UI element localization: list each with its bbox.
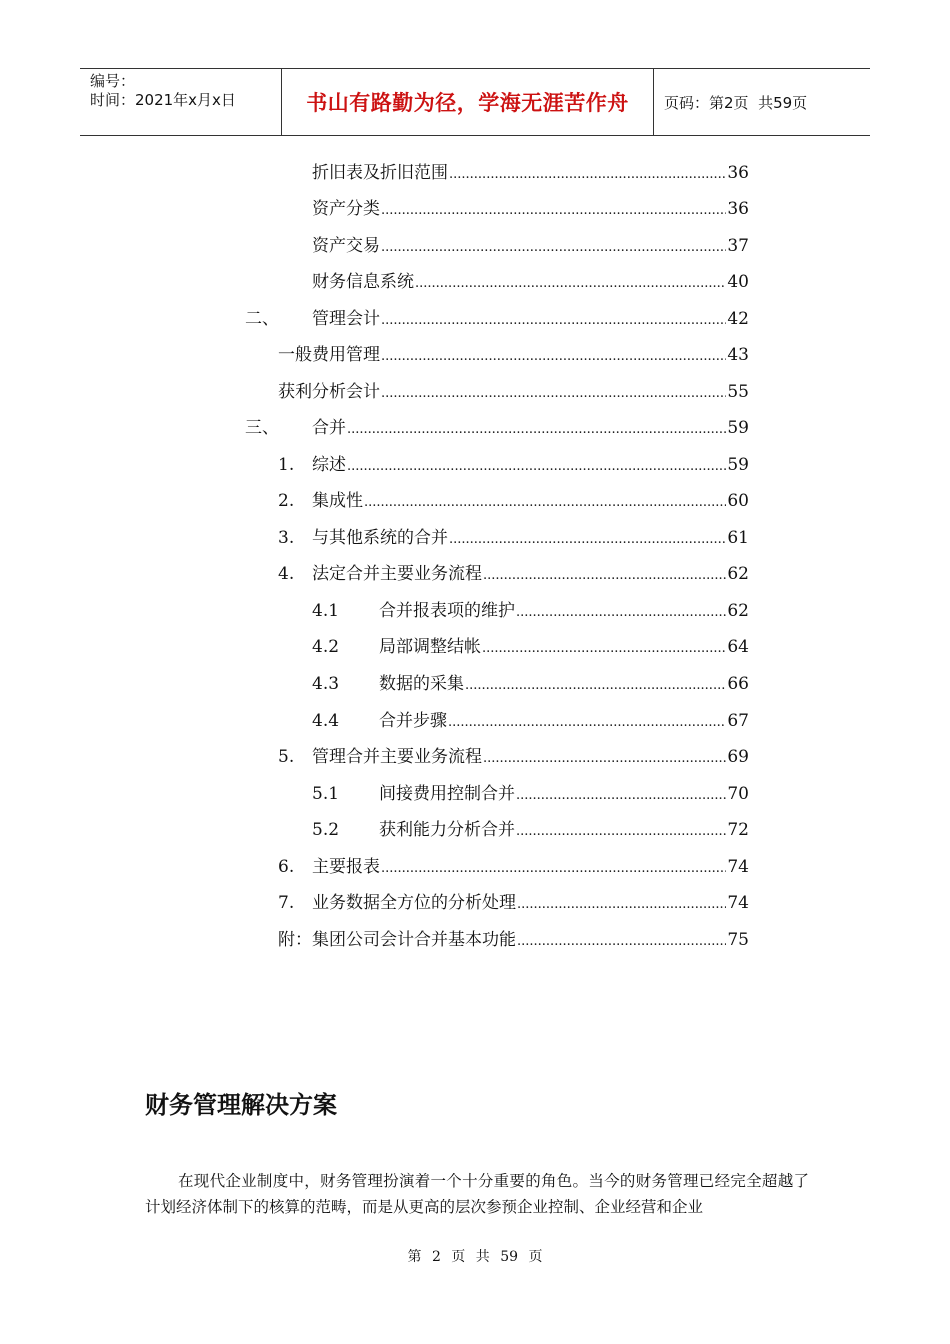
toc-entry[interactable] [245, 415, 749, 439]
toc-entry-title: 附：集团公司会计合并基本功能 [278, 930, 516, 950]
page-footer: 第 2 页 共 59 页 [407, 1249, 543, 1265]
header-motto: 书山有路勤为径，学海无涯苦作舟 [306, 91, 629, 115]
toc-leader-dots [381, 202, 726, 220]
toc-entry-title: 合并 [312, 418, 346, 438]
toc-entry-title: 法定合并主要业务流程 [312, 564, 482, 584]
toc-entry-page: 55 [727, 382, 749, 402]
toc-entry-page: 36 [727, 163, 749, 183]
toc-entry-page: 72 [727, 820, 749, 840]
toc-entry-page: 36 [727, 199, 749, 219]
toc-entry[interactable] [278, 927, 749, 951]
toc-entry-page: 64 [727, 637, 749, 657]
toc-entry[interactable] [278, 525, 749, 549]
toc-entry-title: 主要报表 [312, 857, 380, 877]
toc-leader-dots [381, 860, 726, 878]
toc-entry-page: 66 [727, 674, 749, 694]
toc-entry-number: 4.1 [312, 601, 340, 621]
toc-entry[interactable] [312, 160, 749, 184]
toc-entry-number: 5.2 [312, 820, 340, 840]
toc-entry-number: 5.1 [312, 784, 340, 804]
toc-entry-title: 折旧表及折旧范围 [312, 163, 448, 183]
toc-entry-title: 业务数据全方位的分析处理 [312, 893, 516, 913]
toc-entry-page: 74 [727, 857, 749, 877]
toc-entry-number: 4.2 [312, 637, 340, 657]
toc-entry-title: 获利分析会计 [278, 382, 380, 402]
toc-entry-title: 集成性 [312, 491, 363, 511]
toc-entry-page: 40 [727, 272, 749, 292]
toc-leader-dots [449, 531, 726, 549]
toc-entry[interactable] [312, 233, 749, 257]
toc-entry[interactable] [278, 452, 749, 476]
toc-entry-number: 4.3 [312, 674, 340, 694]
toc-entry[interactable] [278, 890, 749, 914]
toc-leader-dots [482, 640, 726, 658]
toc-entry[interactable] [278, 342, 749, 366]
toc-entry-page: 37 [727, 236, 749, 256]
toc-entry[interactable] [312, 671, 749, 695]
toc-leader-dots [448, 714, 726, 732]
toc-entry-page: 61 [727, 528, 749, 548]
toc-entry-number: 3. [278, 528, 295, 548]
toc-leader-dots [483, 750, 726, 768]
toc-leader-dots [517, 896, 726, 914]
toc-entry-page: 67 [727, 711, 749, 731]
toc-entry-title: 资产交易 [312, 236, 380, 256]
toc-entry-page: 74 [727, 893, 749, 913]
toc-entry[interactable] [312, 634, 749, 658]
toc-entry-number: 4.4 [312, 711, 340, 731]
toc-leader-dots [381, 348, 726, 366]
toc-entry[interactable] [278, 488, 749, 512]
page-header [80, 68, 870, 136]
toc-entry-number: 2. [278, 491, 295, 511]
toc-leader-dots [465, 677, 726, 695]
toc-entry-page: 69 [727, 747, 749, 767]
toc-leader-dots [516, 823, 726, 841]
toc-entry-number: 7. [278, 893, 295, 913]
toc-entry-title: 局部调整结帐 [379, 637, 481, 657]
toc-entry[interactable] [312, 781, 749, 805]
toc-entry[interactable] [312, 708, 749, 732]
toc-entry-title: 合并报表项的维护 [379, 601, 515, 621]
toc-leader-dots [381, 312, 726, 330]
toc-entry[interactable] [312, 598, 749, 622]
toc-leader-dots [415, 275, 726, 293]
toc-entry-page: 59 [727, 455, 749, 475]
toc-leader-dots [364, 494, 726, 512]
toc-entry-page: 75 [727, 930, 749, 950]
toc-entry-number: 6. [278, 857, 295, 877]
toc-entry[interactable] [278, 744, 749, 768]
document-time-label: 时间：2021年x月x日 [90, 91, 236, 109]
toc-leader-dots [381, 239, 726, 257]
document-number-label: 编号： [90, 72, 136, 90]
body-paragraph: 在现代企业制度中，财务管理扮演着一个十分重要的角色。当今的财务管理已经完全超越了计划经济体制下的核算的范畴，而是从更高的层次参预企业控制、企业经营和企业 [145, 1172, 809, 1216]
toc-entry-title: 获利能力分析合并 [379, 820, 515, 840]
toc-entry-page: 59 [727, 418, 749, 438]
toc-entry-title: 数据的采集 [379, 674, 464, 694]
toc-entry-title: 资产分类 [312, 199, 380, 219]
toc-entry[interactable] [278, 561, 749, 585]
toc-entry-title: 管理合并主要业务流程 [312, 747, 482, 767]
toc-entry-title: 合并步骤 [379, 711, 447, 731]
toc-entry[interactable] [312, 196, 749, 220]
toc-entry-page: 60 [727, 491, 749, 511]
header-meta-cell [80, 69, 282, 135]
toc-entry-number: 三、 [245, 418, 279, 438]
toc-entry-title: 与其他系统的合并 [312, 528, 448, 548]
toc-entry-page: 70 [727, 784, 749, 804]
toc-entry-number: 5. [278, 747, 295, 767]
header-page-cell [654, 69, 870, 135]
toc-leader-dots [517, 933, 726, 951]
header-motto-cell [282, 69, 654, 135]
toc-leader-dots [483, 567, 726, 585]
toc-leader-dots [347, 458, 726, 476]
toc-entry-number: 二、 [245, 309, 279, 329]
header-page-info: 页码：第2页 共59页 [664, 93, 808, 112]
toc-entry-page: 42 [727, 309, 749, 329]
toc-entry[interactable] [312, 817, 749, 841]
toc-entry[interactable] [245, 306, 749, 330]
toc-entry-page: 62 [727, 564, 749, 584]
toc-entry-title: 管理会计 [312, 309, 380, 329]
toc-entry[interactable] [278, 379, 749, 403]
toc-leader-dots [516, 787, 726, 805]
toc-leader-dots [381, 385, 726, 403]
toc-entry-title: 财务信息系统 [312, 272, 414, 292]
toc-leader-dots [516, 604, 726, 622]
toc-leader-dots [449, 166, 726, 184]
toc-leader-dots [347, 421, 726, 439]
toc-entry-title: 综述 [312, 455, 346, 475]
toc-entry-number: 1. [278, 455, 295, 475]
toc-entry-page: 62 [727, 601, 749, 621]
toc-entry-title: 一般费用管理 [278, 345, 380, 365]
section-title: 财务管理解决方案 [145, 1091, 337, 1119]
toc-entry-number: 4. [278, 564, 295, 584]
toc-entry-page: 43 [727, 345, 749, 365]
toc-entry[interactable] [278, 854, 749, 878]
toc-entry[interactable] [312, 269, 749, 293]
toc-entry-title: 间接费用控制合并 [379, 784, 515, 804]
